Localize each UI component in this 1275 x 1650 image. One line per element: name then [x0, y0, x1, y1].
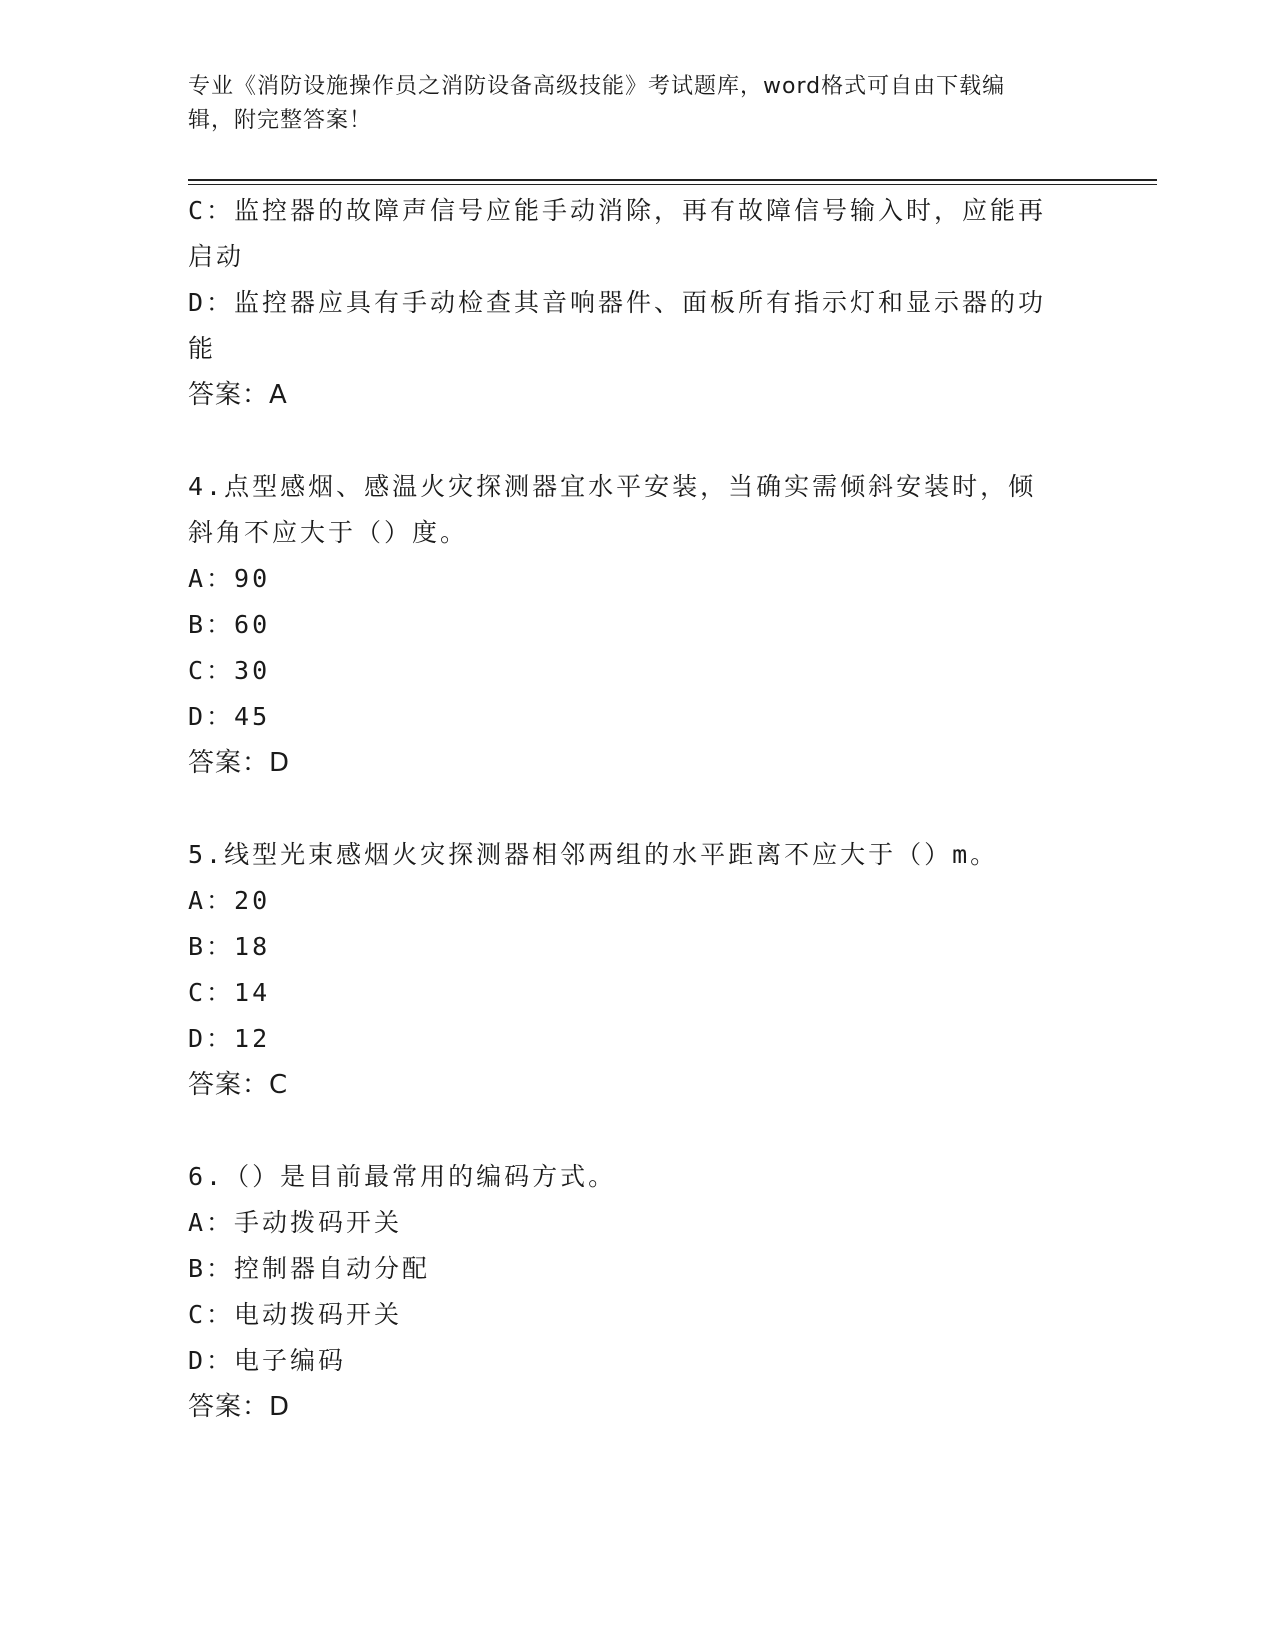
question-stem: 5.线型光束感烟火灾探测器相邻两组的水平距离不应大于（）m。: [188, 840, 999, 869]
option-c: C：30: [188, 656, 271, 685]
option-c: C：电动拨码开关: [188, 1300, 403, 1329]
question-list: [188, 188, 1088, 1430]
question-stem-continued: 斜角不应大于（）度。: [188, 518, 469, 547]
option-d: D：12: [188, 1024, 271, 1053]
option-c-continued: 启动: [188, 242, 245, 271]
header-divider-thin: [188, 184, 1157, 185]
document-header: [188, 70, 1088, 138]
option-c: C：14: [188, 978, 271, 1007]
option-d: D：电子编码: [188, 1346, 347, 1375]
question-spacer: [188, 786, 1088, 832]
header-divider-thick: [188, 179, 1157, 181]
question-stem: 6.（）是目前最常用的编码方式。: [188, 1162, 617, 1191]
option-c: C：监控器的故障声信号应能手动消除，再有故障信号输入时，应能再: [188, 196, 1047, 225]
question-spacer: [188, 1108, 1088, 1154]
question-3-continued: [188, 188, 1088, 418]
question-6: [188, 1154, 1088, 1430]
option-a: A：90: [188, 564, 271, 593]
option-a: A：手动拨码开关: [188, 1208, 403, 1237]
option-d: D：监控器应具有手动检查其音响器件、面板所有指示灯和显示器的功: [188, 288, 1047, 317]
header-line-2: 辑，附完整答案！: [188, 108, 373, 133]
answer: 答案：C: [188, 1070, 289, 1100]
option-b: B：控制器自动分配: [188, 1254, 431, 1283]
question-spacer: [188, 418, 1088, 464]
answer: 答案：D: [188, 748, 291, 778]
option-b: B：18: [188, 932, 271, 961]
question-4: [188, 464, 1088, 786]
answer: 答案：A: [188, 380, 288, 410]
answer: 答案：D: [188, 1392, 291, 1422]
header-line-1: 专业《消防设施操作员之消防设备高级技能》考试题库，word格式可自由下载编: [188, 74, 1006, 99]
question-5: [188, 832, 1088, 1108]
option-d: D：45: [188, 702, 271, 731]
question-stem: 4.点型感烟、感温火灾探测器宜水平安装，当确实需倾斜安装时，倾: [188, 472, 1037, 501]
option-a: A：20: [188, 886, 271, 915]
option-d-continued: 能: [188, 334, 217, 363]
option-b: B：60: [188, 610, 271, 639]
